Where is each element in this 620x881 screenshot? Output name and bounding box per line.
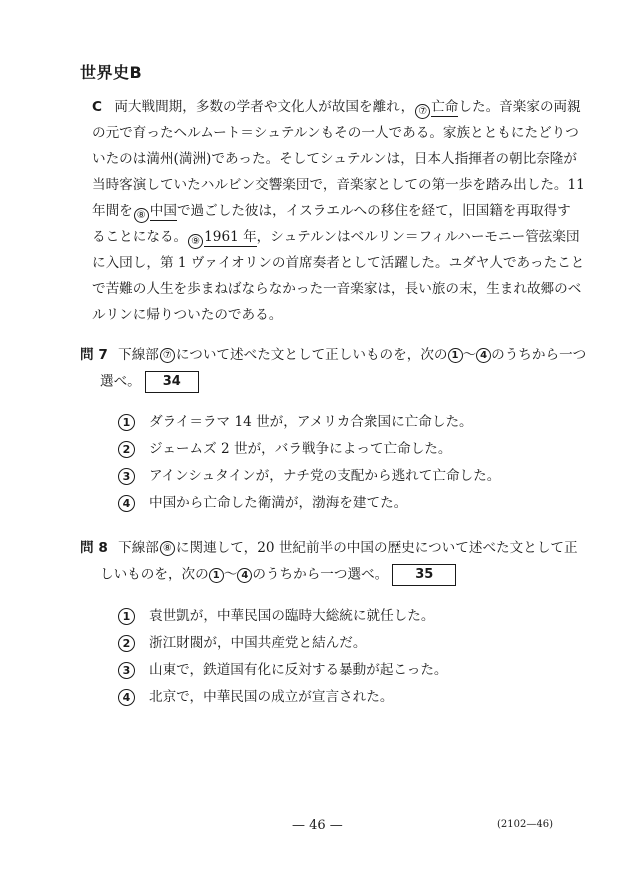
question-7-text-select: 選べ。 [100, 373, 141, 390]
passage-line-5a: 年間を [92, 203, 133, 219]
subject-heading: 世界史B [80, 63, 143, 82]
option-text: 中国から亡命した衛満が，渤海を建てた。 [149, 495, 408, 511]
question-8-text-b: に関連して，20 世紀前半の中国の歴史について述べた文として正 [175, 540, 578, 556]
answer-box-34[interactable]: 34 [145, 371, 199, 393]
passage-line-1a: 両大戦間期，多数の学者や文化人が故国を離れ， [114, 99, 415, 115]
underlined-term-9: 1961 年 [204, 229, 257, 245]
underlined-term-8: 中国 [149, 203, 177, 219]
question-8-text-c: しいものを，次の [100, 566, 209, 583]
underline-ref-7: ⑦ [160, 348, 175, 363]
underline-marker-7: ⑦ [415, 104, 430, 119]
q8-option-1[interactable] [118, 606, 434, 626]
option-text: 袁世凱が，中華民国の臨時大総統に就任した。 [149, 608, 435, 624]
passage-line-5b: で過ごした彼は，イスラエルへの移住を経て，旧国籍を再取得す [176, 203, 571, 219]
question-7-text-a: 下線部 [118, 347, 159, 363]
option-number: 2 [118, 441, 135, 458]
underline-marker-9: ⑨ [188, 234, 203, 249]
range-tilde: ～ [223, 566, 238, 583]
option-text: アインシュタインが，ナチ党の支配から逃れて亡命した。 [149, 468, 501, 484]
option-text: 北京で，中華民国の成立が宣言された。 [149, 689, 394, 705]
passage-line-6b: ，シュテルンはベルリン＝フィルハーモニー管弦楽団 [256, 229, 580, 245]
passage-line-8: で苦難の人生を歩まねばならなかった一音楽家は，長い旅の末，生まれ故郷のベ [92, 281, 582, 297]
q7-option-2[interactable] [118, 439, 452, 459]
page-number: — 46 — [292, 818, 343, 833]
question-7-text-b: について述べた文として正しいものを，次の [175, 347, 448, 363]
passage-line-7: に入団し，第 1 ヴァイオリンの首席奏者として活躍した。ユダヤ人であったこと [92, 255, 585, 271]
option-text: 山東で，鉄道国有化に反対する暴動が起こった。 [149, 662, 448, 678]
exam-code: (2102—46) [497, 819, 553, 830]
choice-ref-4: 4 [237, 568, 252, 583]
passage-line-6a: ることになる。 [92, 229, 188, 245]
option-number: 4 [118, 689, 135, 706]
question-8-text-a: 下線部 [118, 540, 159, 556]
question-8-label: 問 8 [80, 540, 108, 556]
option-number: 3 [118, 468, 135, 485]
choice-ref-4: 4 [476, 348, 491, 363]
answer-box-35[interactable]: 35 [392, 564, 456, 586]
choice-ref-1: 1 [209, 568, 224, 583]
option-text: 浙江財閥が，中国共産党と結んだ。 [149, 635, 367, 651]
q7-option-3[interactable] [118, 466, 500, 486]
passage-line-9: ルリンに帰りついたのである。 [92, 307, 283, 323]
option-text: ジェームズ 2 世が，バラ戦争によって亡命した。 [149, 441, 452, 457]
q7-option-1[interactable] [118, 412, 473, 432]
passage-line-3: いたのは満州(満洲)であった。そしてシュテルンは，日本人指揮者の朝比奈隆が [92, 151, 577, 167]
passage-line-2: の元で育ったヘルムート＝シュテルンもその一人である。家族とともにたどりつ [92, 125, 579, 141]
option-number: 2 [118, 635, 135, 652]
option-number: 1 [118, 414, 135, 431]
question-7-label: 問 7 [80, 347, 108, 363]
underline-marker-8: ⑧ [134, 208, 149, 223]
choice-ref-1: 1 [448, 348, 463, 363]
q8-option-2[interactable] [118, 633, 367, 653]
q7-option-4[interactable] [118, 493, 407, 513]
passage-line-1b: した。音楽家の両親 [458, 99, 581, 115]
question-7-text-d: のうちから一つ [491, 347, 587, 363]
q8-option-3[interactable] [118, 660, 448, 680]
option-text: ダライ＝ラマ 14 世が，アメリカ合衆国に亡命した。 [149, 414, 473, 430]
q8-option-4[interactable] [118, 687, 393, 707]
option-number: 1 [118, 608, 135, 625]
range-tilde: ～ [462, 347, 477, 363]
passage-line-4: 当時客演していたハルビン交響楽団で，音楽家としての第一歩を踏み出した。11 [92, 177, 585, 193]
passage-label: C [92, 99, 102, 115]
underlined-term-7: 亡命 [431, 99, 459, 115]
question-8-text-d: のうちから一つ選べ。 [252, 566, 389, 583]
underline-ref-8: ⑧ [160, 541, 175, 556]
option-number: 4 [118, 495, 135, 512]
option-number: 3 [118, 662, 135, 679]
